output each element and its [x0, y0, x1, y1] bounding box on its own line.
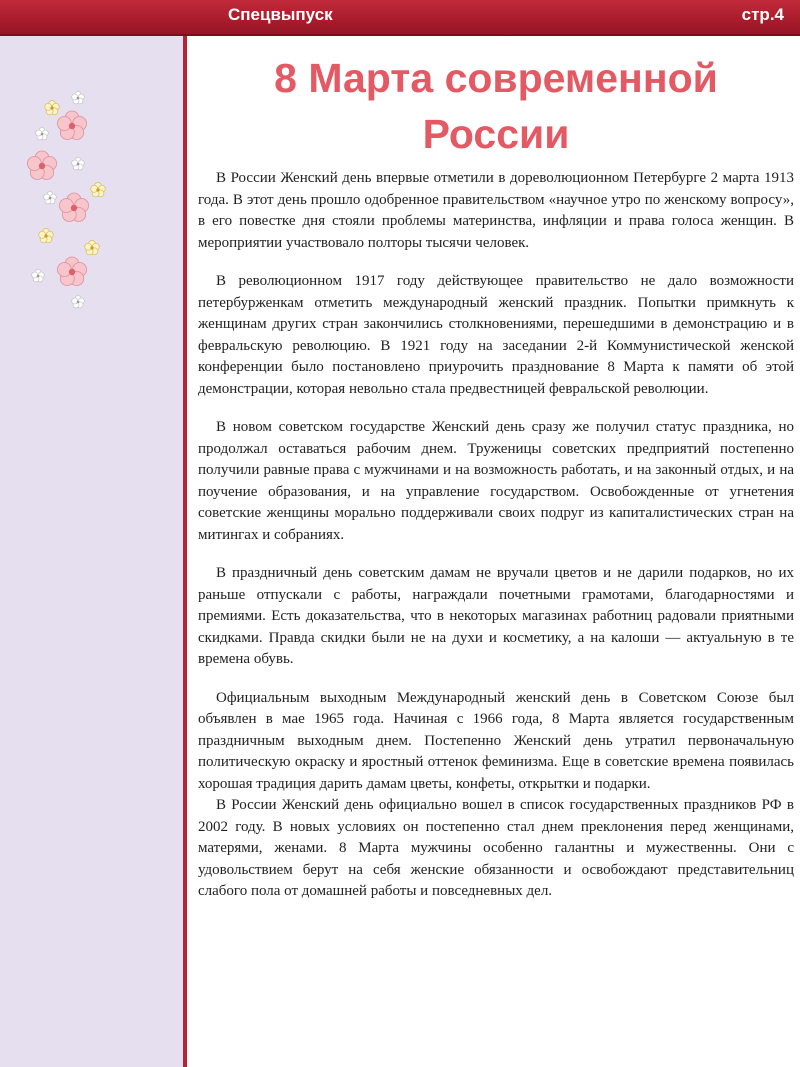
paragraph: Официальным выходным Международный женский день в Советском Союзе был объявлен в мае 1965 года. Начиная с 1966 года, 8 Марта является государственным праздничным выходным днем. Постепенно Женский день утратил первоначальную политическую окраску и яростный оттенок феминизма. Еще в советские времена появилась хорошая традиция дарить дамам цветы, конфеты, открытки и подарки.: [198, 689, 794, 792]
paragraph: В праздничный день советским дамам не вручали цветов и не дарили подарков, но их раньше отпускали с работы, награждали почетными грамотами, благодарностями и премиями. Есть доказательства, что в некоторых магазинах работниц радовали приятными скидками. Правда скидки были не на духи и косметику, а на калоши — актуальную в те времена обувь.: [198, 565, 794, 667]
paragraph: В революционном 1917 году действующее правительство не дало возможности петербурженкам отметить международный женский праздник. Попытки примкнуть к женщинам других стран закончились столкновениями, перешедшими в демонстрацию и в февральскую революцию. В 1921 году на заседании 2-й Коммунистической женской конференции было постановлено приурочить празднование 8 Марта к памяти об этой демонстрации, которая невольно стала предвестницей февральской революции.: [198, 273, 794, 397]
header-bar: [0, 0, 800, 36]
page-number: стр.4: [741, 5, 784, 24]
article-body: [198, 168, 794, 903]
issue-label: Спецвыпуск: [228, 5, 333, 24]
paragraph: В России Женский день официально вошел в список государственных праздников РФ в 2002 году. В новых условиях он постепенно стал днем преклонения перед женщинами, матерями, женами. 8 Марта мужчины особенно галантны и мужественны. Они с удовольствием берут на себя женские обязанности и освобождают представительниц слабого пола от домашней работы и повседневных дел.: [198, 797, 794, 899]
sidebar-panel: [0, 36, 187, 1067]
article-title: 8 Марта современной России: [274, 55, 718, 157]
flowers-decoration-icon: [20, 86, 130, 316]
paragraph: В России Женский день впервые отметили в дореволюционном Петербурге 2 марта 1913 года. В этот день прошло одобренное правительством «научное утро по женскому вопросу», в его повестке дня стояли проблемы материнства, инфляции и права голоса женщин. В мероприятии участвовало полторы тысячи человек.: [198, 170, 794, 251]
paragraph: В новом советском государстве Женский день сразу же получил статус праздника, но продолжал оставаться рабочим днем. Труженицы советских предприятий постепенно получили равные права с мужчинами и на возможность работать, и на законный отдых, и на поучение образования, и на управление государством. Освобожденные от угнетения советские женщины морально поддерживали своих подруг из капиталистических стран на митингах и собраниях.: [198, 419, 794, 543]
